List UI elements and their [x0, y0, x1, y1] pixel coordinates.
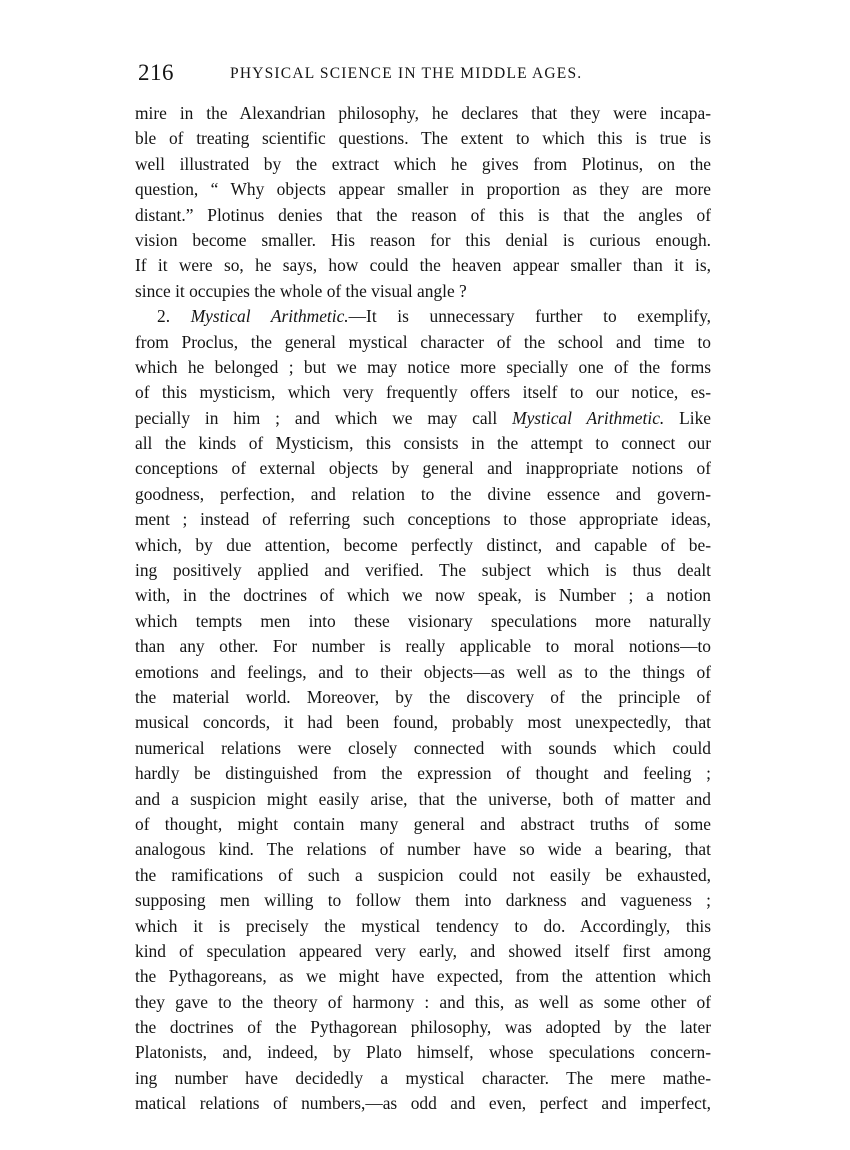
text-line: which, by due attention, become perfectly distinct, and capable of be- [135, 534, 711, 555]
text-line: emotions and feelings, and to their objects—as well as to the things of [135, 661, 711, 682]
page-number: 216 [138, 60, 174, 85]
running-title: PHYSICAL SCIENCE IN THE MIDDLE AGES. [230, 65, 583, 82]
text-line: and a suspicion might easily arise, that the universe, both of matter and [135, 788, 711, 809]
text-line: matical relations of numbers,—as odd and even, perfect and imperfect, [135, 1093, 711, 1114]
text-line: vision become smaller. His reason for this denial is curious enough. [135, 229, 711, 250]
text-line [135, 406, 711, 431]
text-span: 2. [157, 306, 191, 327]
text-line: conceptions of external objects by general and inappropriate notions of [135, 458, 711, 479]
text-span: Like [664, 407, 711, 428]
text-span: —It is unnecessary further to exemplify, [348, 306, 711, 327]
text-line: from Proclus, the general mystical character of the school and time to [135, 331, 711, 352]
text-line: ing number have decidedly a mystical character. The mere mathe- [135, 1067, 711, 1088]
text-line: the Pythagoreans, as we might have expected, from the attention which [135, 966, 711, 987]
text-line: with, in the doctrines of which we now speak, is Number ; a notion [135, 585, 711, 606]
body-text [135, 101, 711, 1117]
text-line: kind of speculation appeared very early, and showed itself first among [135, 940, 711, 961]
running-head [138, 58, 712, 88]
text-line: they gave to the theory of harmony : and this, as well as some other of [135, 991, 711, 1012]
text-line: which it is precisely the mystical tendency to do. Accordingly, this [135, 915, 711, 936]
italic-phrase: Mystical Arithmetic. [512, 407, 665, 428]
text-line: which tempts men into these visionary speculations more naturally [135, 610, 711, 631]
text-line: since it occupies the whole of the visual angle ? [135, 280, 467, 301]
text-line: goodness, perfection, and relation to the divine essence and govern- [135, 483, 711, 504]
text-line: analogous kind. The relations of number have so wide a bearing, that [135, 839, 711, 860]
text-line: the doctrines of the Pythagorean philosophy, was adopted by the later [135, 1017, 711, 1038]
text-line: the material world. Moreover, by the discovery of the principle of [135, 686, 711, 707]
text-line: of this mysticism, which very frequently offers itself to our notice, es- [135, 382, 711, 403]
text-line: all the kinds of Mysticism, this consists in the attempt to connect our [135, 433, 711, 454]
text-line: well illustrated by the extract which he gives from Plotinus, on the [135, 153, 711, 174]
text-line: which he belonged ; but we may notice more specially one of the forms [135, 356, 711, 377]
text-line: than any other. For number is really applicable to moral notions—to [135, 636, 711, 657]
text-line: supposing men willing to follow them into darkness and vagueness ; [135, 890, 711, 911]
text-line: mire in the Alexandrian philosophy, he declares that they were incapa- [135, 103, 711, 123]
text-line: the ramifications of such a suspicion could not easily be exhausted, [135, 864, 711, 885]
text-line: of thought, might contain many general and abstract truths of some [135, 813, 711, 834]
italic-phrase: Mystical Arithmetic. [190, 306, 349, 327]
text-line: ment ; instead of referring such conceptions to those appropriate ideas, [135, 509, 711, 530]
text-line [135, 304, 711, 329]
text-line: If it were so, he says, how could the heaven appear smaller than it is, [135, 255, 711, 276]
text-line: ing positively applied and verified. The subject which is thus dealt [135, 560, 711, 581]
text-line: ble of treating scientific questions. The extent to which this is true is [135, 128, 711, 149]
text-span: pecially in him ; and which we may call [135, 407, 513, 428]
text-line: numerical relations were closely connected with sounds which could [135, 737, 711, 758]
text-line: distant.” Plotinus denies that the reason of this is that the angles of [135, 204, 711, 225]
text-line: hardly be distinguished from the expression of thought and feeling ; [135, 763, 711, 784]
text-line: Platonists, and, indeed, by Plato himself, whose speculations concern- [135, 1042, 711, 1063]
text-line: musical concords, it had been found, probably most unexpectedly, that [135, 712, 711, 733]
text-line: question, “ Why objects appear smaller in proportion as they are more [135, 179, 711, 200]
